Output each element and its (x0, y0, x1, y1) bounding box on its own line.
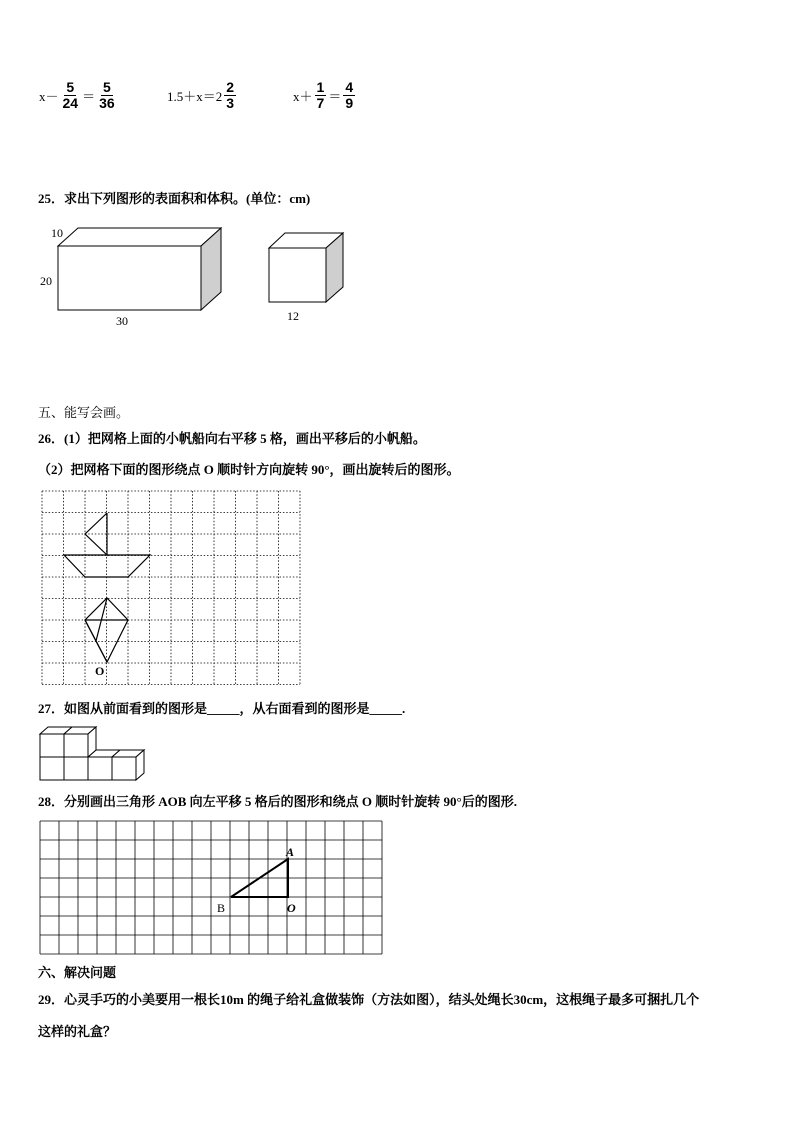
equation-text: ＝ (82, 89, 96, 104)
cuboid-length-label: 30 (116, 314, 128, 328)
point-o-label: O (95, 664, 105, 678)
equation-text: 1.5＋x＝2 (167, 89, 223, 104)
fraction-numerator: 5 (66, 79, 75, 95)
question-29-line1: 29．心灵手巧的小美要用一根长10m 的绳子给礼盒做装饰（方法如图），结头处绳长30cm，这根绳子最多可捆扎几个 (38, 992, 700, 1007)
equation-text: ＝ (328, 89, 342, 104)
question-27-text: 27．如图从前面看到的图形是_____，从右面看到的图形是_____. (38, 701, 406, 716)
fraction-denominator: 7 (316, 95, 325, 111)
fraction-numerator: 5 (103, 79, 111, 95)
section-6-heading: 六、解决问题 (38, 965, 117, 980)
question-28-text: 28．分别画出三角形 AOB 向左平移 5 格后的图形和绕点 O 顺时针旋转 90°后的图形. (38, 794, 517, 809)
equation-text: x＋ (293, 89, 313, 104)
label-b: B (217, 901, 226, 915)
label-a: A (286, 845, 295, 859)
fraction-denominator: 3 (226, 95, 235, 111)
equation-text: x－ (39, 89, 59, 104)
cuboid-height-label: 20 (40, 274, 52, 288)
question-25-text: 25．求出下列图形的表面积和体积。(单位：cm) (38, 191, 311, 206)
question-26-line2: （2）把网格下面的图形绕点 O 顺时针方向旋转 90°，画出旋转后的图形。 (38, 462, 460, 477)
question-26-line1: 26．(1）把网格上面的小帆船向右平移 5 格，画出平移后的小帆船。 (38, 431, 426, 446)
section-5-heading: 五、能写会画。 (38, 405, 130, 420)
fraction-denominator: 24 (62, 95, 79, 111)
fraction-numerator: 2 (226, 79, 235, 95)
question-29-line2: 这样的礼盒？ (38, 1024, 117, 1039)
cuboid-depth-label: 10 (51, 226, 63, 240)
cube-edge-label: 12 (287, 309, 299, 323)
fraction-denominator: 36 (99, 95, 115, 111)
fraction-numerator: 4 (345, 79, 354, 95)
fraction-numerator: 1 (316, 79, 325, 95)
fraction-denominator: 9 (345, 95, 354, 111)
label-o: O (287, 901, 296, 915)
